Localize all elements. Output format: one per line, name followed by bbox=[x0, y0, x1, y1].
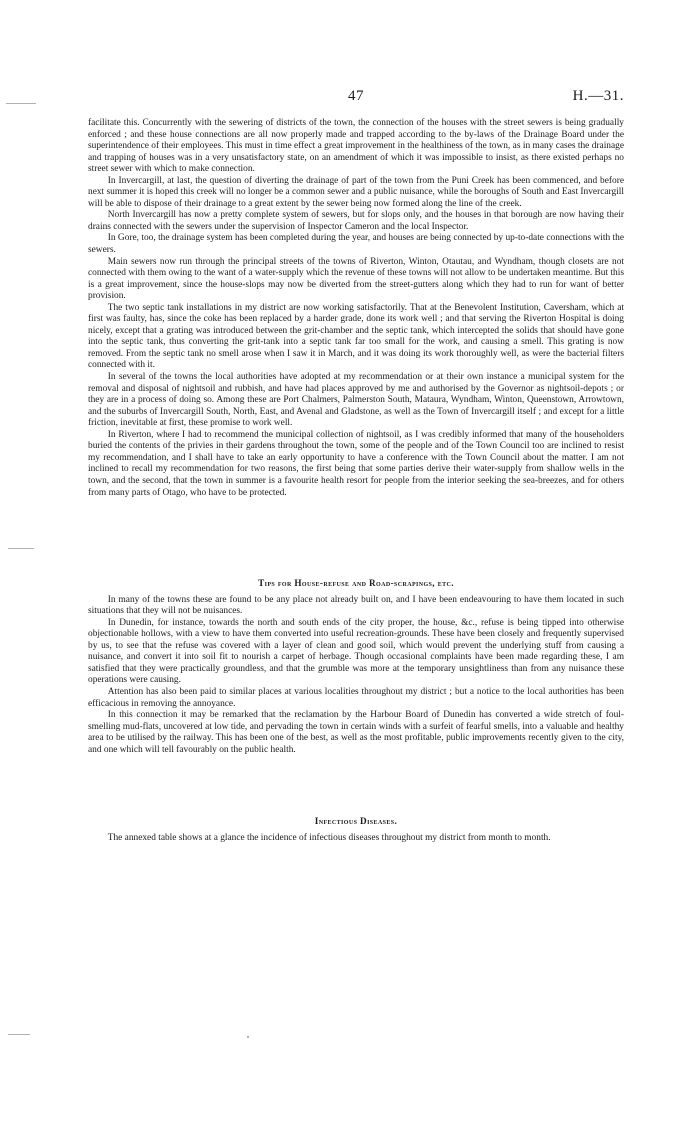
section-tips bbox=[88, 595, 624, 757]
paragraph: In Dunedin, for instance, towards the north and south ends of the city proper, the house, &c., refuse is being tipped into otherwise objectionable hollows, with a view to have them converted into useful recreation-grounds. These have been closely and frequently supervised by us, to see that the refuse was covered with a layer of clean and good soil, which would prevent the underlying stuff from causing a nuisance, and convert it into soil fit to nourish a carpet of herbage. Though occasional complaints have been made regarding these, I am satisfied that they were practically groundless, and that the grumble was more at the temporary unsightliness than from any nuisance these operations were causing. bbox=[88, 617, 624, 686]
paragraph: The two septic tank installations in my district are now working satisfactorily. That at the Benevolent Institution, Caversham, which at first was faulty, has, since the coke has been replaced by a harder grade, done its work well ; and that serving the Riverton Hospital is doing nicely, except that a grating was introduced between the grit-chamber and the septic tank, which intercepted the solids that should have gone into the septic tank, thus converting the grit-tank into a septic tank far too small for the work, and causing a smell. This grating is now removed. From the septic tank no smell arose when I saw it in March, and it was doing its work thoroughly well, as were the bacterial filters connected with it. bbox=[88, 302, 624, 371]
paragraph: In Gore, too, the drainage system has been completed during the year, and houses are being connected by up-to-date connections with the sewers. bbox=[88, 233, 624, 256]
paragraph: In Riverton, where I had to recommend the municipal collection of nightsoil, as I was credibly informed that many of the householders buried the contents of the privies in their gardens throughout the town, some of the people and of the Town Council too are inclined to resist my recommendation, and I shall have to take an early opportunity to have a conference with the Town Council about the matter. I am not inclined to recall my recommendation for two reasons, the first being that some parties derive their water-supply from shallow wells in the town, and the second, that the town in summer is a favourite health resort for people from the interior seeking the sea-breezes, and for others from many parts of Otago, who have to be protected. bbox=[88, 429, 624, 498]
section-drainage bbox=[88, 118, 624, 499]
paragraph: In this connection it may be remarked that the reclamation by the Harbour Board of Dunedin has converted a wide stretch of foul-smelling mud-flats, uncovered at low tide, and pervading the town in certain winds with a surfeit of fearful smells, into a valuable and healthy area to be utilised by the railway. This has been one of the best, as well as the most profitable, public improvements recently given to the city, and one which will tell favourably on the public health. bbox=[88, 710, 624, 755]
document-body bbox=[88, 118, 624, 844]
margin-mark-bottom bbox=[8, 1034, 30, 1035]
margin-mark-top bbox=[6, 103, 36, 104]
paragraph: Main sewers now run through the principal streets of the towns of Riverton, Winton, Otautau, and Wyndham, though closets are not connected with them owing to the want of a water-supply which the revenue of these towns will not allow to be undertaken meantime. But this is a great improvement, since the house-slops may now be diverted from the street-gutters along which they had to run for want of better provision. bbox=[88, 256, 624, 302]
paragraph: In several of the towns the local authorities have adopted at my recommendation or at their own instance a municipal system for the removal and disposal of nightsoil and rubbish, and have had places approved by me and authorised by the Governor as nightsoil-depots ; or they are in a process of doing so. Among these are Port Chalmers, Palmerston South, Mataura, Wyndham, Winton, Queenstown, Arrowtown, and the suburbs of Invercargill South, North, East, and Avenal and Gladstone, as well as the Town of Invercargill itself ; and except for a little friction, inevitable at first, these promise to work well. bbox=[88, 372, 624, 429]
paragraph: In many of the towns these are found to be any place not already built on, and I have been endeavouring to have them located in such situations that they will not be nuisances. bbox=[88, 594, 624, 617]
document-reference: H.—31. bbox=[572, 88, 624, 104]
section-heading-infectious-diseases: Infectious Diseases. bbox=[314, 816, 398, 827]
page-header bbox=[88, 88, 624, 108]
page-number: 47 bbox=[348, 88, 364, 104]
paragraph: Attention has also been paid to similar places at various localities throughout my district ; but a notice to the local authorities has been efficacious in removing the annoyance. bbox=[88, 686, 624, 709]
paragraph: facilitate this. Concurrently with the sewering of districts of the town, the connection of the houses with the street sewers is being gradually enforced ; and these house connections are all now properly made and trapped according to the by-laws of the Drainage Board under the superintendence of their employees. This must in time effect a great improvement in the healthiness of the town, as in many cases the drainage and trapping of houses was in a very unsatisfactory state, on an amendment of which it was impossible to insist, as there existed perhaps no street sewer with which to make connection. bbox=[88, 118, 624, 175]
stray-dot bbox=[247, 1036, 249, 1038]
paragraph: The annexed table shows at a glance the incidence of infectious diseases throughout my district from month to month. bbox=[107, 832, 551, 843]
margin-mark-middle bbox=[8, 548, 34, 549]
section-infectious-diseases bbox=[88, 833, 624, 845]
section-heading-tips: Tips for House-refuse and Road-scrapings, etc. bbox=[258, 578, 454, 589]
paragraph: North Invercargill has now a pretty complete system of sewers, but for slops only, and the houses in that borough are now having their drains connected with the sewers under the supervision of Inspector Cameron and the local Inspector. bbox=[88, 210, 624, 232]
paragraph: In Invercargill, at last, the question of diverting the drainage of part of the town from the Puni Creek has been commenced, and before next summer it is hoped this creek will no longer be a common sewer and a public nuisance, while the boroughs of South and East Invercargill will be able to dispose of their drainage to a great extent by the sewer being now formed along the line of the creek. bbox=[88, 175, 624, 209]
